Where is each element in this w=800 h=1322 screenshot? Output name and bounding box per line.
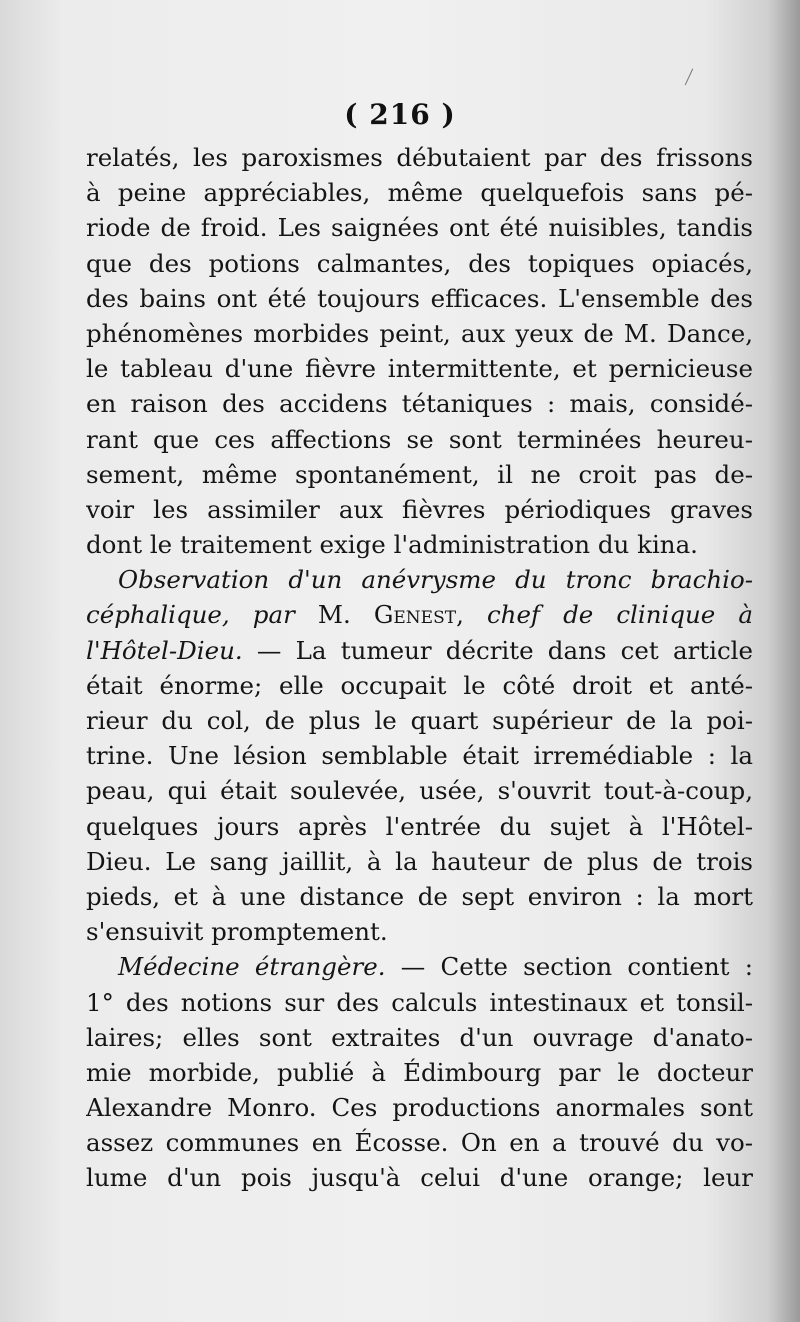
text-line: rieur du col, de plus le quart supérieur de la poi- — [86, 706, 753, 735]
text-line: 1° des notions sur des calculs intestinaux et tonsil- — [86, 987, 753, 1017]
text-line: peau, qui était soulevée, usée, s'ouvrit tout-à-coup, — [86, 776, 753, 806]
text-line: riode de froid. Les saignées ont été nuisibles, tandis — [86, 213, 753, 243]
text-line: trine. Une lésion semblable était irremédiable : la — [86, 741, 753, 771]
text-segment: Observation d'un anévrysme du tronc brachio- — [118, 565, 753, 595]
text-line: relatés, les paroxismes débutaient par des frissons — [86, 143, 753, 172]
text-line: pieds, et à une distance de sept environ : la mort — [86, 881, 753, 911]
text-line — [86, 633, 753, 668]
text-segment: — Cette section contient : — [385, 952, 753, 982]
text-segment: M. — [317, 600, 374, 630]
text-segment: céphalique, par — [86, 600, 318, 630]
text-line — [86, 949, 753, 984]
text-line: laires; elles sont extraites d'un ouvrage d'anato- — [86, 1022, 753, 1052]
text-segment: Médecine étrangère. — [118, 952, 386, 982]
text-line — [86, 597, 753, 632]
text-line: que des potions calmantes, des topiques opiacés, — [86, 248, 753, 278]
body-text — [86, 140, 753, 1196]
text-segment: — La tumeur décrite dans cet article — [242, 635, 753, 665]
page-number: ( 216 ) — [344, 98, 456, 131]
text-segment: l'Hôtel-Dieu. — [86, 635, 243, 665]
text-line: dont le traitement exige l'administration du kina. — [86, 530, 698, 560]
pencil-mark — [685, 69, 703, 90]
text-line: sement, même spontanément, il ne croit pas de- — [86, 459, 753, 489]
text-line: voir les assimiler aux fièvres périodiques graves — [86, 494, 753, 524]
text-line: le tableau d'une fièvre intermittente, et pernicieuse — [86, 354, 753, 384]
text-line — [86, 562, 753, 597]
text-line: phénomènes morbides peint, aux yeux de M. Dance, — [86, 318, 753, 348]
text-line: à peine appréciables, même quelquefois sans pé- — [86, 178, 753, 208]
text-line: Alexandre Monro. Ces productions anormales sont — [86, 1093, 753, 1123]
text-line: lume d'un pois jusqu'à celui d'une orange; leur — [86, 1163, 753, 1193]
text-line: Dieu. Le sang jaillit, à la hauteur de plus de trois — [86, 846, 753, 876]
text-line: quelques jours après l'entrée du sujet à l'Hôtel- — [86, 811, 753, 841]
text-line: s'ensuivit promptement. — [86, 917, 388, 947]
text-line: en raison des accidens tétaniques : mais, considé- — [86, 389, 753, 419]
text-segment: , — [456, 600, 487, 630]
text-line: était énorme; elle occupait le côté droit et anté- — [86, 670, 753, 700]
text-line: assez communes en Écosse. On en a trouvé du vo- — [86, 1128, 753, 1158]
text-segment: chef de clinique à — [486, 600, 753, 630]
text-segment: Genest — [373, 600, 457, 630]
text-line: des bains ont été toujours efficaces. L'ensemble des — [86, 283, 753, 313]
text-line: rant que ces affections se sont terminées heureu- — [86, 424, 753, 454]
text-line: mie morbide, publié à Édimbourg par le docteur — [86, 1057, 753, 1087]
